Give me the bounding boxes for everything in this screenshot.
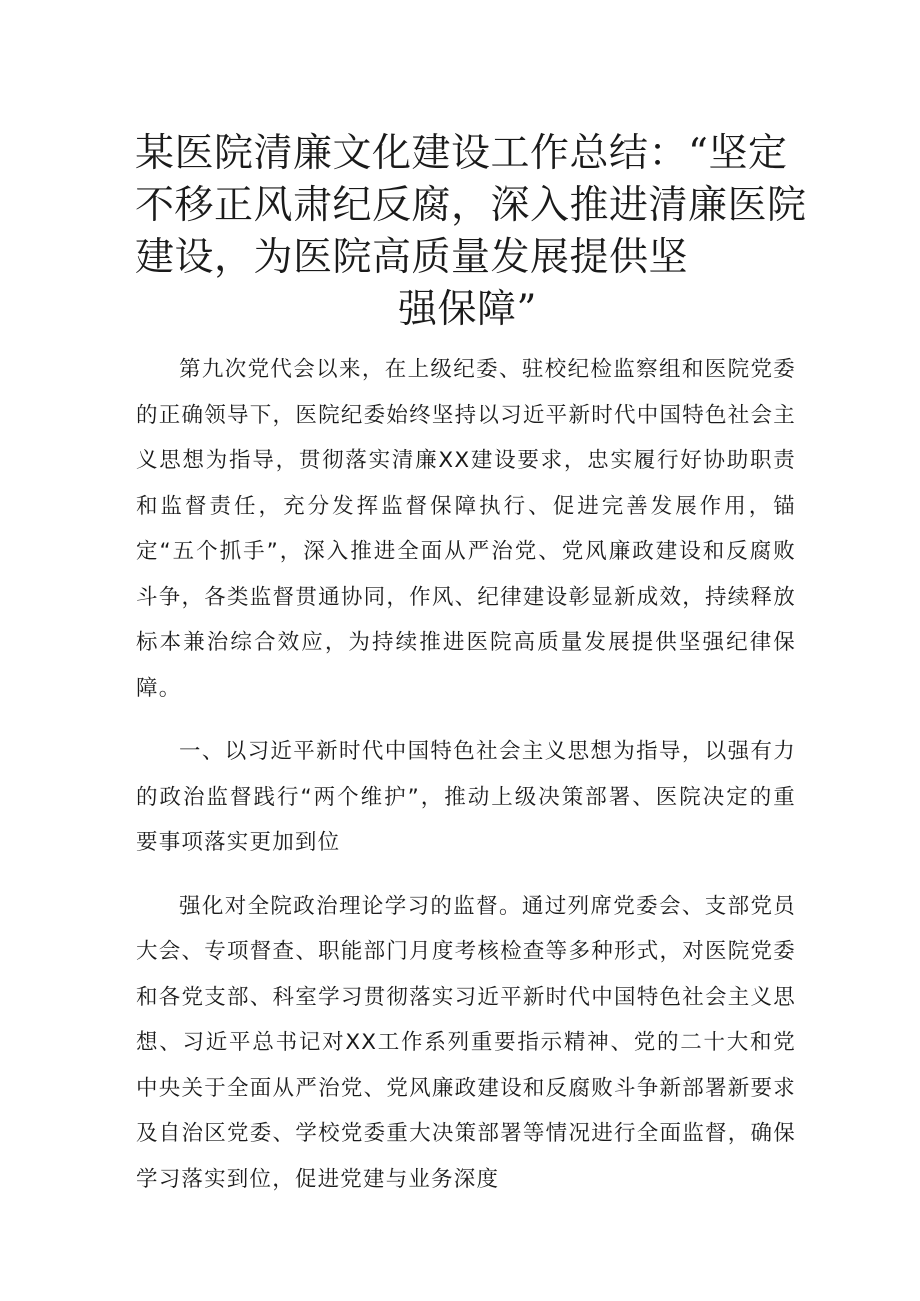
title-line-1: 某医院清廉文化建设工作总结：“坚定 bbox=[135, 131, 788, 176]
document-title bbox=[135, 128, 807, 336]
section-heading-1: 一、以习近平新时代中国特色社会主义思想为指导，以强有力的政治监督践行“两个维护”，推动上级决策部署、医院决定的重要事项落实更加到位 bbox=[136, 739, 796, 855]
document-body bbox=[136, 347, 796, 1220]
title-line-3: 建设，为医院高质量发展提供坚 bbox=[135, 235, 689, 280]
title-line-4: 强保障” bbox=[398, 287, 537, 332]
section-paragraph-1: 强化对全院政治理论学习的监督。通过列席党委会、支部党员大会、专项督查、职能部门月度考核检查等多种形式，对医院党委和各党支部、科室学习贯彻落实习近平新时代中国特色社会主义思想、习近平总书记对XX工作系列重要指示精神、党的二十大和党中央关于全面从严治党、党风廉政建设和反腐败斗争新部署新要求及自治区党委、学校党委重大决策部署等情况进行全面监督，确保学习落实到位，促进党建与业务深度 bbox=[136, 893, 796, 1192]
intro-paragraph: 第九次党代会以来，在上级纪委、驻校纪检监察组和医院党委的正确领导下，医院纪委始终坚持以习近平新时代中国特色社会主义思想为指导，贯彻落实清廉XX建设要求，忠实履行好协助职责和监督责任，充分发挥监督保障执行、促进完善发展作用，锚定“五个抓手”，深入推进全面从严治党、党风廉政建设和反腐败斗争，各类监督贯通协同，作风、纪律建设彰显新成效，持续释放标本兼治综合效应，为持续推进医院高质量发展提供坚强纪律保障。 bbox=[136, 357, 796, 701]
title-line-2: 不移正风肃纪反腐，深入推进清廉医院 bbox=[135, 183, 807, 228]
